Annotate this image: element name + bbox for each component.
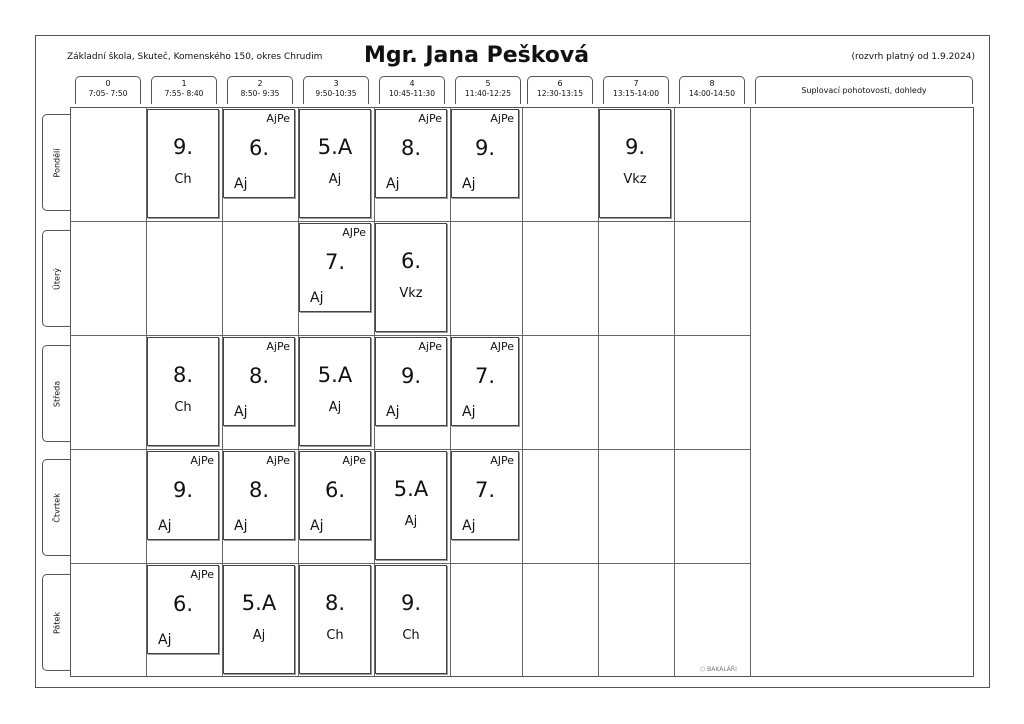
supplementary-header: Suplovací pohotovosti, dohledy bbox=[755, 76, 973, 104]
column-divider bbox=[750, 107, 751, 677]
lesson-group: AjPe bbox=[190, 454, 214, 467]
lesson-card bbox=[599, 109, 671, 218]
period-number: 1 bbox=[181, 79, 187, 88]
lesson-class: 6. bbox=[400, 249, 422, 273]
lesson-card bbox=[375, 109, 447, 198]
lesson-group: AJPe bbox=[342, 226, 366, 239]
lesson-card bbox=[299, 565, 371, 674]
lesson-subject: Aj bbox=[234, 404, 248, 420]
lesson-group: AjPe bbox=[266, 454, 290, 467]
lesson-group: AJPe bbox=[490, 454, 514, 467]
lesson-class: 7. bbox=[324, 250, 346, 274]
lesson-class: 8. bbox=[248, 478, 270, 502]
lesson-class: 5.A bbox=[393, 477, 429, 501]
day-tab bbox=[42, 345, 70, 442]
day-label: Pondělí bbox=[52, 148, 61, 177]
lesson-subject: Aj bbox=[252, 628, 266, 643]
valid-from: (rozvrh platný od 1.9.2024) bbox=[851, 52, 975, 62]
lesson-subject: Vkz bbox=[623, 172, 647, 187]
lesson-group: AjPe bbox=[266, 340, 290, 353]
lesson-subject: Ch bbox=[326, 628, 344, 643]
period-number: 0 bbox=[105, 79, 111, 88]
lesson-card bbox=[147, 565, 219, 654]
lesson-card bbox=[451, 109, 519, 198]
lesson-class: 7. bbox=[474, 364, 496, 388]
period-time: 12:30-13:15 bbox=[537, 89, 583, 98]
lesson-card bbox=[375, 223, 447, 332]
period-time: 13:15-14:00 bbox=[613, 89, 659, 98]
lesson-class: 7. bbox=[474, 478, 496, 502]
lesson-card bbox=[299, 451, 371, 540]
lesson-group: AJPe bbox=[490, 340, 514, 353]
lesson-card bbox=[223, 565, 295, 674]
day-tab bbox=[42, 574, 70, 671]
row-divider bbox=[70, 335, 750, 336]
period-header bbox=[303, 76, 369, 104]
day-tab bbox=[42, 230, 70, 327]
period-header bbox=[151, 76, 217, 104]
lesson-card bbox=[147, 109, 219, 218]
lesson-subject: Aj bbox=[310, 290, 324, 306]
lesson-card bbox=[223, 109, 295, 198]
lesson-subject: Aj bbox=[234, 176, 248, 192]
period-time: 7:05- 7:50 bbox=[88, 89, 128, 98]
lesson-group: AjPe bbox=[418, 340, 442, 353]
period-number: 6 bbox=[557, 79, 563, 88]
lesson-card bbox=[375, 451, 447, 560]
lesson-card bbox=[451, 451, 519, 540]
day-label: Čtvrtek bbox=[52, 492, 61, 523]
lesson-card bbox=[299, 109, 371, 218]
lesson-class: 9. bbox=[400, 364, 422, 388]
lesson-subject: Aj bbox=[462, 176, 476, 192]
period-header bbox=[603, 76, 669, 104]
period-header bbox=[527, 76, 593, 104]
period-number: 8 bbox=[709, 79, 715, 88]
lesson-class: 5.A bbox=[241, 591, 277, 615]
day-tab bbox=[42, 459, 70, 556]
lesson-subject: Ch bbox=[174, 172, 192, 187]
lesson-card bbox=[375, 337, 447, 426]
lesson-group: AjPe bbox=[342, 454, 366, 467]
period-header bbox=[455, 76, 521, 104]
lesson-subject: Ch bbox=[402, 628, 420, 643]
lesson-card bbox=[299, 337, 371, 446]
column-divider bbox=[674, 107, 675, 677]
lesson-subject: Aj bbox=[158, 632, 172, 648]
lesson-card bbox=[147, 337, 219, 446]
row-divider bbox=[70, 221, 750, 222]
period-header bbox=[379, 76, 445, 104]
lesson-class: 9. bbox=[400, 591, 422, 615]
lesson-subject: Aj bbox=[462, 404, 476, 420]
row-divider bbox=[70, 563, 750, 564]
lesson-subject: Aj bbox=[328, 400, 342, 415]
lesson-subject: Ch bbox=[174, 400, 192, 415]
lesson-class: 9. bbox=[172, 135, 194, 159]
lesson-card bbox=[299, 223, 371, 312]
lesson-group: AjPe bbox=[418, 112, 442, 125]
period-number: 7 bbox=[633, 79, 639, 88]
period-header bbox=[75, 76, 141, 104]
lesson-card bbox=[223, 337, 295, 426]
period-number: 4 bbox=[409, 79, 415, 88]
lesson-subject: Aj bbox=[462, 518, 476, 534]
lesson-card bbox=[223, 451, 295, 540]
period-header bbox=[679, 76, 745, 104]
period-header bbox=[227, 76, 293, 104]
teacher-name: Mgr. Jana Pešková bbox=[364, 43, 590, 68]
lesson-class: 9. bbox=[474, 136, 496, 160]
period-number: 3 bbox=[333, 79, 339, 88]
lesson-class: 9. bbox=[172, 478, 194, 502]
brand-label: BAKALÁŘI bbox=[707, 666, 737, 673]
day-label: Středa bbox=[52, 380, 61, 407]
lesson-class: 6. bbox=[172, 592, 194, 616]
lesson-class: 8. bbox=[324, 591, 346, 615]
period-number: 2 bbox=[257, 79, 263, 88]
row-divider bbox=[70, 449, 750, 450]
hexagon-logo-icon: ⬡ bbox=[700, 666, 706, 673]
lesson-class: 6. bbox=[248, 136, 270, 160]
period-time: 7:55- 8:40 bbox=[164, 89, 204, 98]
lesson-group: AjPe bbox=[266, 112, 290, 125]
period-time: 9:50-10:35 bbox=[315, 89, 357, 98]
lesson-group: AjPe bbox=[190, 568, 214, 581]
day-label: Pátek bbox=[52, 611, 61, 634]
lesson-card bbox=[375, 565, 447, 674]
lesson-class: 6. bbox=[324, 478, 346, 502]
lesson-group: AjPe bbox=[490, 112, 514, 125]
brand-logo bbox=[700, 666, 737, 673]
lesson-subject: Aj bbox=[386, 176, 400, 192]
day-tab bbox=[42, 114, 70, 211]
lesson-subject: Aj bbox=[234, 518, 248, 534]
lesson-class: 5.A bbox=[317, 363, 353, 387]
day-label: Úterý bbox=[52, 267, 61, 290]
lesson-class: 8. bbox=[172, 363, 194, 387]
lesson-subject: Aj bbox=[158, 518, 172, 534]
lesson-class: 5.A bbox=[317, 135, 353, 159]
lesson-subject: Aj bbox=[404, 514, 418, 529]
lesson-class: 8. bbox=[248, 364, 270, 388]
period-number: 5 bbox=[485, 79, 491, 88]
lesson-class: 9. bbox=[624, 135, 646, 159]
column-divider bbox=[522, 107, 523, 677]
period-time: 14:00-14:50 bbox=[689, 89, 735, 98]
lesson-subject: Vkz bbox=[399, 286, 423, 301]
period-time: 8:50- 9:35 bbox=[240, 89, 280, 98]
period-time: 10:45-11:30 bbox=[389, 89, 435, 98]
lesson-card bbox=[147, 451, 219, 540]
period-time: 11:40-12:25 bbox=[465, 89, 511, 98]
lesson-subject: Aj bbox=[328, 172, 342, 187]
lesson-class: 8. bbox=[400, 136, 422, 160]
lesson-subject: Aj bbox=[310, 518, 324, 534]
lesson-card bbox=[451, 337, 519, 426]
lesson-subject: Aj bbox=[386, 404, 400, 420]
school-name: Základní škola, Skuteč, Komenského 150, okres Chrudim bbox=[67, 52, 323, 62]
